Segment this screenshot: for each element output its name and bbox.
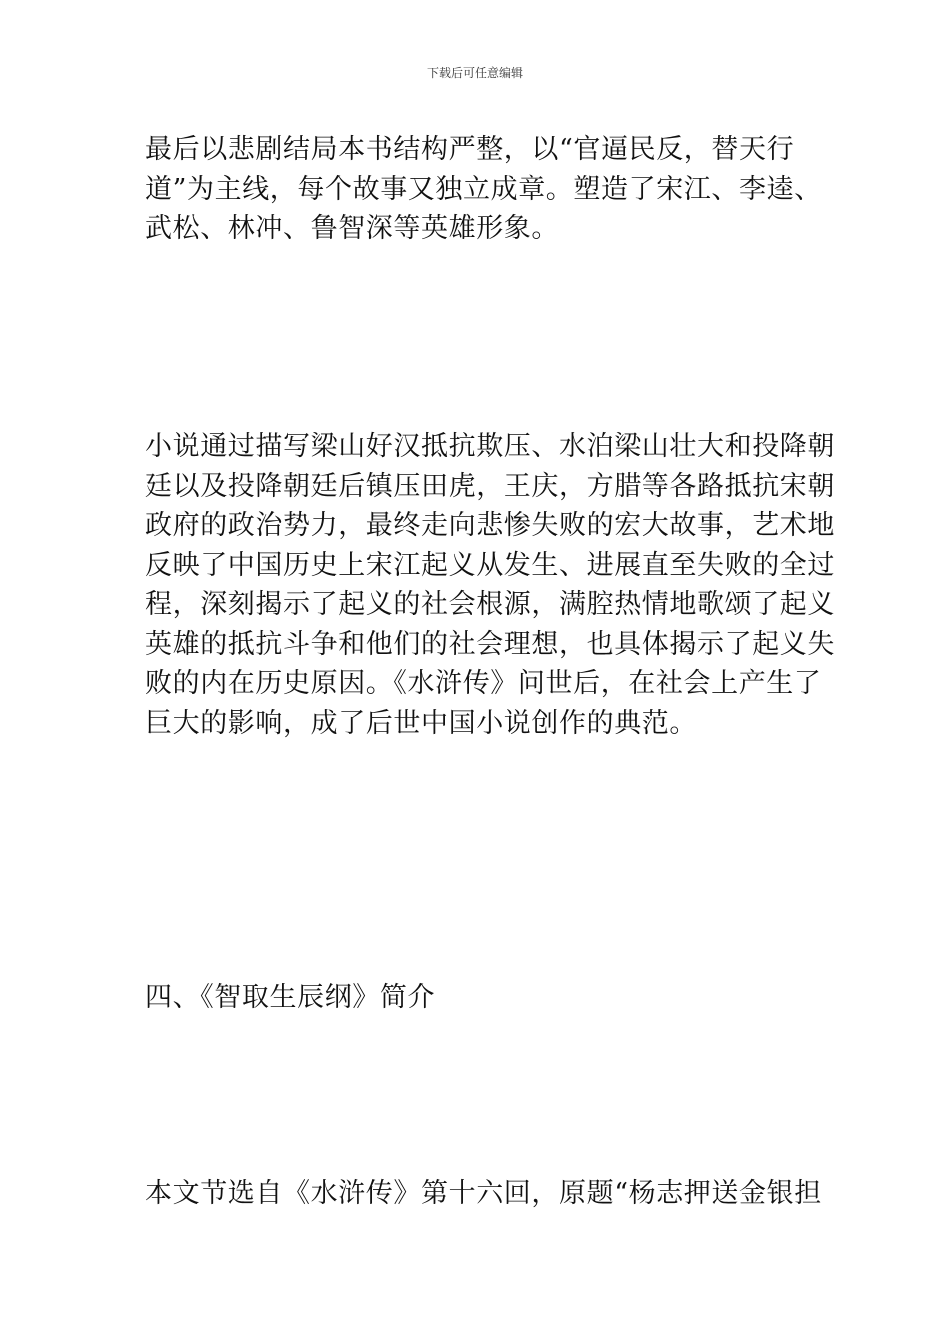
page-header: 下载后可任意编辑 — [426, 66, 523, 80]
paragraph-summary — [145, 130, 822, 249]
text-line: 武松、林冲、鲁智深等英雄形象。 — [145, 213, 559, 244]
section-heading-text: 四、《智取生辰纲》简介 — [145, 982, 436, 1013]
text-line: 英雄的抵抗斗争和他们的社会理想，也具体揭示了起义失 — [145, 628, 835, 660]
text-line: 败的内在历史原因。《水浒传》问世后，在社会上产生了 — [145, 668, 822, 699]
paragraph-intro — [145, 1174, 822, 1214]
text-line: 程，深刻揭示了起义的社会根源，满腔热情地歌颂了起义 — [145, 589, 835, 620]
text-line: 反映了中国历史上宋江起义从发生、进展直至失败的全过 — [145, 549, 835, 581]
text-line: 政府的政治势力，最终走向悲惨失败的宏大故事，艺术地 — [145, 510, 835, 541]
text-line: 道”为主线，每个故事又独立成章。塑造了宋江、李逵、 — [145, 173, 822, 205]
text-line: 廷以及投降朝廷后镇压田虎，王庆，方腊等各路抵抗宋朝 — [145, 470, 835, 502]
text-line: 小说通过描写梁山好汉抵抗欺压、水泊梁山壮大和投降朝 — [145, 431, 835, 462]
paragraph-analysis — [145, 427, 835, 743]
text-line: 本文节选自《水浒传》第十六回，原题“杨志押送金银担 — [145, 1178, 822, 1209]
section-heading — [145, 978, 809, 1018]
text-line: 最后以悲剧结局本书结构严整，以“官逼民反，替天行 — [145, 134, 795, 165]
text-line: 巨大的影响，成了后世中国小说创作的典范。 — [145, 707, 697, 739]
